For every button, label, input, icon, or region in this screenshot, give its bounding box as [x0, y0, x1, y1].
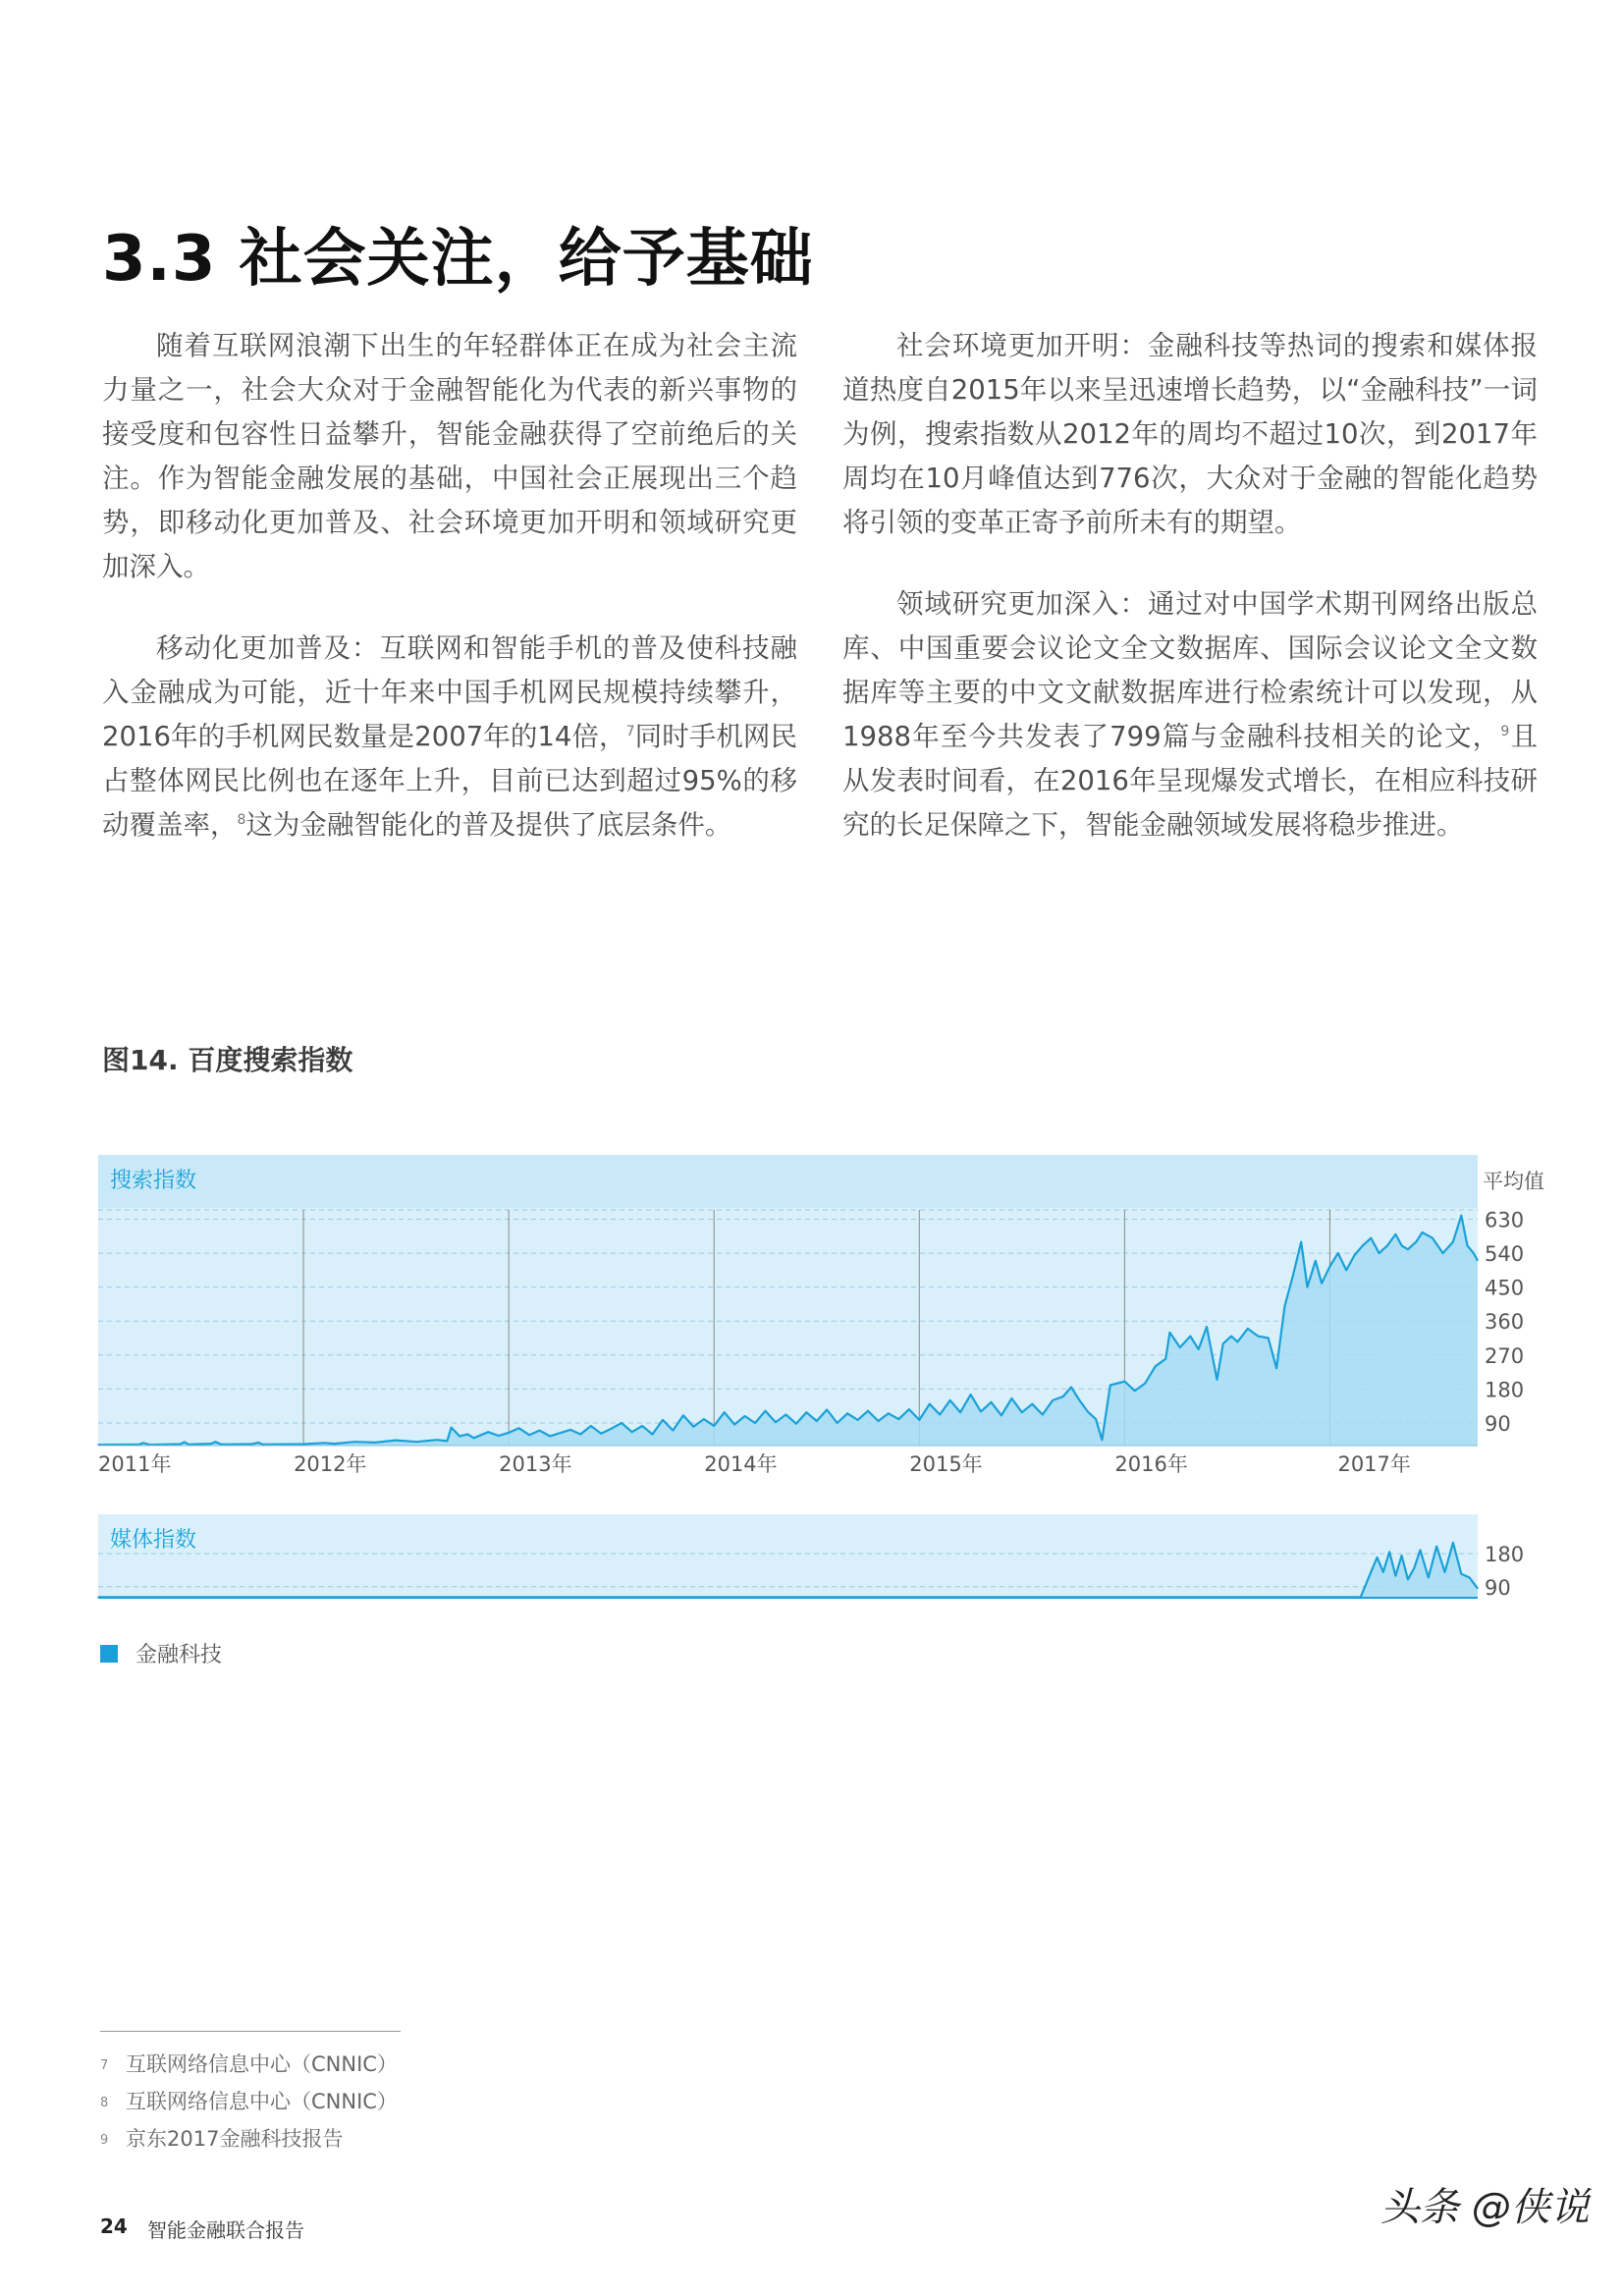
report-name: 智能金融联合报告 [147, 2218, 304, 2242]
footnote-7 [100, 2047, 398, 2084]
paragraph-mobile-part-c: 这为金融智能化的普及提供了底层条件。 [245, 809, 732, 841]
y-tick-label-360: 360 [1485, 1310, 1525, 1335]
footnote-number: 9 [100, 2133, 109, 2148]
media-panel-title: 媒体指数 [110, 1528, 197, 1553]
footnote-8 [100, 2084, 398, 2121]
media-tick-label-180: 180 [1485, 1543, 1525, 1567]
media-tick-label-90: 90 [1485, 1575, 1511, 1600]
y-tick-label-270: 270 [1485, 1343, 1525, 1368]
paragraph-mobile-part-b: 同时手机网民占整体网民比例也在逐年上升，目前已达到超过95%的移动覆盖率， [102, 721, 798, 841]
x-tick-label-2017: 2017年 [1337, 1452, 1411, 1476]
legend-label: 金融科技 [135, 1643, 223, 1667]
paragraph-research-part-b: 且从发表时间看，在2016年呈现爆发式增长，在相应科技研究的长足保障之下，智能金融领域发展将稳步推进。 [842, 721, 1538, 841]
footnote-text: 京东2017金融科技报告 [126, 2127, 344, 2151]
legend-swatch [100, 1645, 118, 1663]
x-tick-label-2013: 2013年 [499, 1452, 572, 1476]
footnote-number: 8 [100, 2096, 109, 2110]
y-tick-label-180: 180 [1485, 1378, 1525, 1402]
x-tick-label-2016: 2016年 [1114, 1452, 1188, 1476]
paragraph-environment: 社会环境更加开明：金融科技等热词的搜索和媒体报道热度自2015年以来呈迅速增长趋势，以“金融科技”一词为例，搜索指数从2012年的周均不超过10次，到2017年周均在10月峰值达到776次，大众对于金融的智能化趋势将引领的变革正寄予前所未有的期望。 [842, 330, 1538, 538]
paragraph-intro: 随着互联网浪潮下出生的年轻群体正在成为社会主流力量之一，社会大众对于金融智能化为代表的新兴事物的接受度和包容性日益攀升，智能金融获得了空前绝后的关注。作为智能金融发展的基础，中国社会正展现出三个趋势，即移动化更加普及、社会环境更加开明和领域研究更加深入。 [102, 330, 797, 582]
chart-legend [100, 1638, 222, 1668]
y-tick-label-450: 450 [1485, 1276, 1525, 1300]
watermark: 头条 @侠说 [1380, 2185, 1590, 2230]
section-title: 3.3 社会关注，给予基础 [102, 223, 814, 296]
paragraph-mobile-part-a: 移动化更加普及：互联网和智能手机的普及使科技融入金融成为可能，近十年来中国手机网民规模持续攀升，2016年的手机网民数量是2007年的14倍， [102, 632, 797, 752]
footnote-ref-8[interactable]: 8 [237, 811, 246, 828]
footnote-divider [100, 2031, 401, 2032]
figure-title: 图14. 百度搜索指数 [102, 1044, 353, 1076]
footnote-9 [100, 2121, 398, 2159]
y-tick-label-90: 90 [1485, 1411, 1511, 1436]
y-tick-label-630: 630 [1485, 1208, 1525, 1232]
footnote-ref-7[interactable]: 7 [625, 723, 635, 739]
media-panel-background [98, 1514, 1478, 1598]
footnote-ref-9[interactable]: 9 [1500, 723, 1510, 739]
footnote-number: 7 [100, 2058, 109, 2073]
search-panel-header [98, 1155, 1478, 1208]
footnote-text: 互联网络信息中心（CNNIC） [126, 2090, 398, 2113]
y-tick-label-540: 540 [1485, 1242, 1525, 1267]
x-tick-label-2014: 2014年 [704, 1452, 778, 1476]
x-tick-label-2011: 2011年 [98, 1452, 172, 1476]
search-panel-title: 搜索指数 [110, 1169, 197, 1193]
x-tick-label-2015: 2015年 [909, 1452, 983, 1476]
page-number: 24 [100, 2214, 128, 2238]
footnotes [100, 2047, 398, 2159]
y-axis-label: 平均值 [1483, 1170, 1544, 1193]
footnote-text: 互联网络信息中心（CNNIC） [126, 2052, 398, 2076]
x-tick-label-2012: 2012年 [294, 1452, 367, 1476]
paragraph-research-part-a: 领域研究更加深入：通过对中国学术期刊网络出版总库、中国重要会议论文全文数据库、国际会议论文全文数据库等主要的中文文献数据库进行检索统计可以发现，从1988年至今共发表了799篇与金融科技相关的论文， [842, 588, 1538, 752]
